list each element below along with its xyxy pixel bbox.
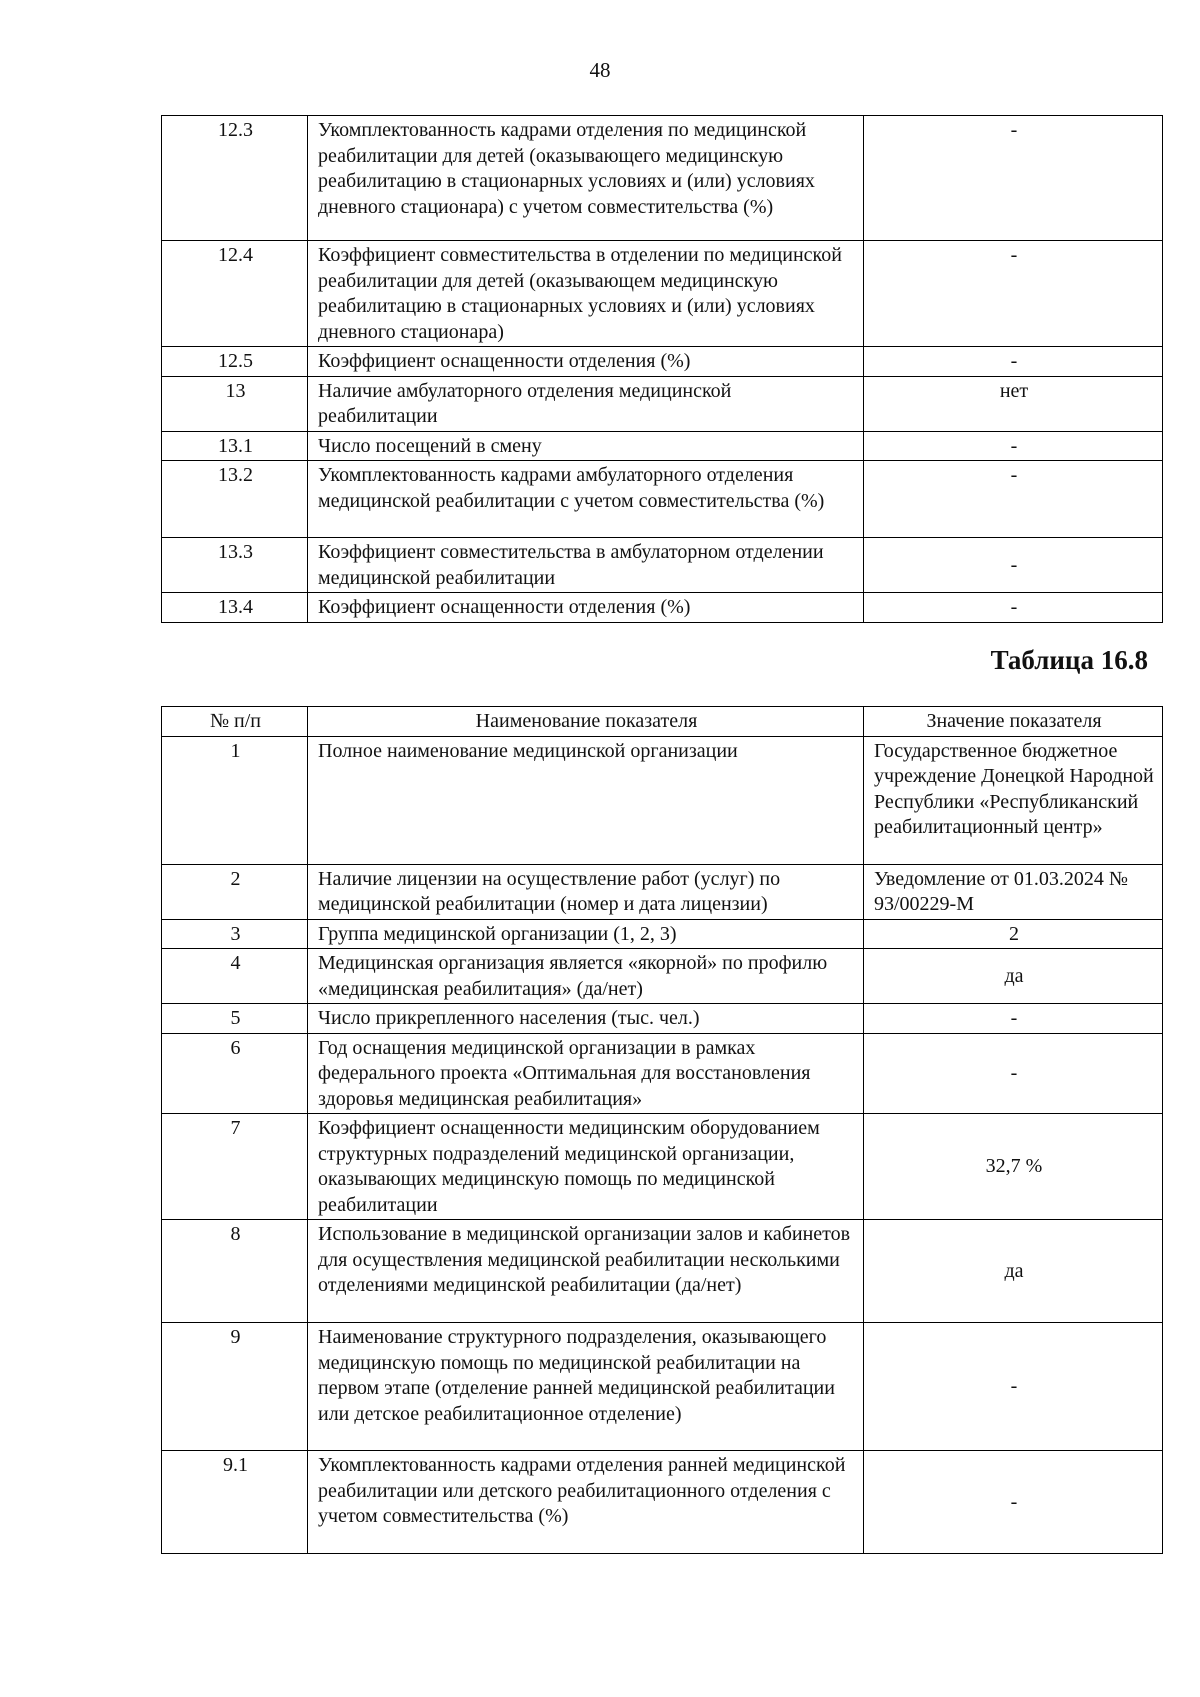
indicator-name: Укомплектованность кадрами отделения ранней медицинской реабилитации или детского реабилитационного отделения с учетом совместительства (%) [308, 1451, 864, 1554]
table-row [162, 1220, 1163, 1323]
indicator-name: Число посещений в смену [308, 431, 864, 461]
row-number: 7 [162, 1114, 308, 1220]
row-number: 4 [162, 949, 308, 1004]
table-row [162, 116, 1163, 241]
indicator-value: да [864, 1220, 1163, 1323]
table-row [162, 1033, 1163, 1114]
row-number: 13.2 [162, 461, 308, 538]
row-number: 13 [162, 376, 308, 431]
indicator-value: - [864, 1451, 1163, 1554]
indicator-name: Коэффициент оснащенности медицинским оборудованием структурных подразделений медицинской организации, оказывающих медицинскую помощь по медицинской реабилитации [308, 1114, 864, 1220]
row-number: 12.5 [162, 347, 308, 377]
column-header-number: № п/п [162, 707, 308, 737]
row-number: 13.3 [162, 538, 308, 593]
row-number: 6 [162, 1033, 308, 1114]
table-row [162, 431, 1163, 461]
indicator-name: Укомплектованность кадрами отделения по медицинской реабилитации для детей (оказывающего медицинскую реабилитацию в стационарных условиях и (или) условиях дневного стационара) с учетом совместительства (%) [308, 116, 864, 241]
row-number: 5 [162, 1004, 308, 1034]
table-row [162, 919, 1163, 949]
indicator-name: Полное наименование медицинской организации [308, 736, 864, 864]
indicator-value: - [864, 1004, 1163, 1034]
indicator-name: Наличие амбулаторного отделения медицинской реабилитации [308, 376, 864, 431]
row-number: 1 [162, 736, 308, 864]
table-header-row [162, 707, 1163, 737]
table-row [162, 1323, 1163, 1451]
table-row [162, 1114, 1163, 1220]
indicator-name: Использование в медицинской организации залов и кабинетов для осуществления медицинской реабилитации несколькими отделениями медицинской реабилитации (да/нет) [308, 1220, 864, 1323]
indicators-table-continued [161, 115, 1163, 623]
indicator-value: 32,7 % [864, 1114, 1163, 1220]
indicator-value: - [864, 431, 1163, 461]
indicator-value: - [864, 347, 1163, 377]
indicators-table-16-8 [161, 706, 1163, 1554]
indicator-name: Наименование структурного подразделения, оказывающего медицинскую помощь по медицинской реабилитации на первом этапе (отделение ранней медицинской реабилитации или детское реабилитационное отделение) [308, 1323, 864, 1451]
table-row [162, 241, 1163, 347]
table-row [162, 538, 1163, 593]
row-number: 13.1 [162, 431, 308, 461]
row-number: 12.3 [162, 116, 308, 241]
indicator-value: - [864, 538, 1163, 593]
table-row [162, 736, 1163, 864]
indicator-name: Коэффициент совместительства в отделении по медицинской реабилитации для детей (оказывающем медицинскую реабилитацию в стационарных условиях и (или) условиях дневного стационара) [308, 241, 864, 347]
table-row [162, 1004, 1163, 1034]
indicator-name: Коэффициент совместительства в амбулаторном отделении медицинской реабилитации [308, 538, 864, 593]
row-number: 9.1 [162, 1451, 308, 1554]
table-row [162, 593, 1163, 623]
table-row [162, 376, 1163, 431]
indicator-name: Медицинская организация является «якорной» по профилю «медицинская реабилитация» (да/нет) [308, 949, 864, 1004]
row-number: 2 [162, 864, 308, 919]
table-row [162, 864, 1163, 919]
indicator-value: Уведомление от 01.03.2024 № 93/00229-М [864, 864, 1163, 919]
indicator-value: Государственное бюджетное учреждение Донецкой Народной Республики «Республиканский реабилитационный центр» [864, 736, 1163, 864]
indicator-name: Группа медицинской организации (1, 2, 3) [308, 919, 864, 949]
indicator-value: - [864, 1033, 1163, 1114]
indicator-value: - [864, 1323, 1163, 1451]
row-number: 12.4 [162, 241, 308, 347]
page-number: 48 [589, 58, 611, 82]
row-number: 9 [162, 1323, 308, 1451]
indicator-name: Коэффициент оснащенности отделения (%) [308, 347, 864, 377]
indicator-value: - [864, 241, 1163, 347]
indicator-value: да [864, 949, 1163, 1004]
row-number: 13.4 [162, 593, 308, 623]
indicator-value: - [864, 461, 1163, 538]
indicator-name: Коэффициент оснащенности отделения (%) [308, 593, 864, 623]
row-number: 8 [162, 1220, 308, 1323]
indicator-value: - [864, 116, 1163, 241]
indicator-value: - [864, 593, 1163, 623]
table-row [162, 1451, 1163, 1554]
indicator-name: Год оснащения медицинской организации в рамках федерального проекта «Оптимальная для восстановления здоровья медицинская реабилитация» [308, 1033, 864, 1114]
indicator-value: 2 [864, 919, 1163, 949]
table-caption: Таблица 16.8 [990, 645, 1148, 675]
indicator-name: Число прикрепленного населения (тыс. чел.) [308, 1004, 864, 1034]
table-row [162, 949, 1163, 1004]
table-row [162, 461, 1163, 538]
indicator-value: нет [864, 376, 1163, 431]
indicator-name: Наличие лицензии на осуществление работ (услуг) по медицинской реабилитации (номер и дата лицензии) [308, 864, 864, 919]
indicator-name: Укомплектованность кадрами амбулаторного отделения медицинской реабилитации с учетом совместительства (%) [308, 461, 864, 538]
column-header-value: Значение показателя [864, 707, 1163, 737]
row-number: 3 [162, 919, 308, 949]
column-header-name: Наименование показателя [308, 707, 864, 737]
table-row [162, 347, 1163, 377]
